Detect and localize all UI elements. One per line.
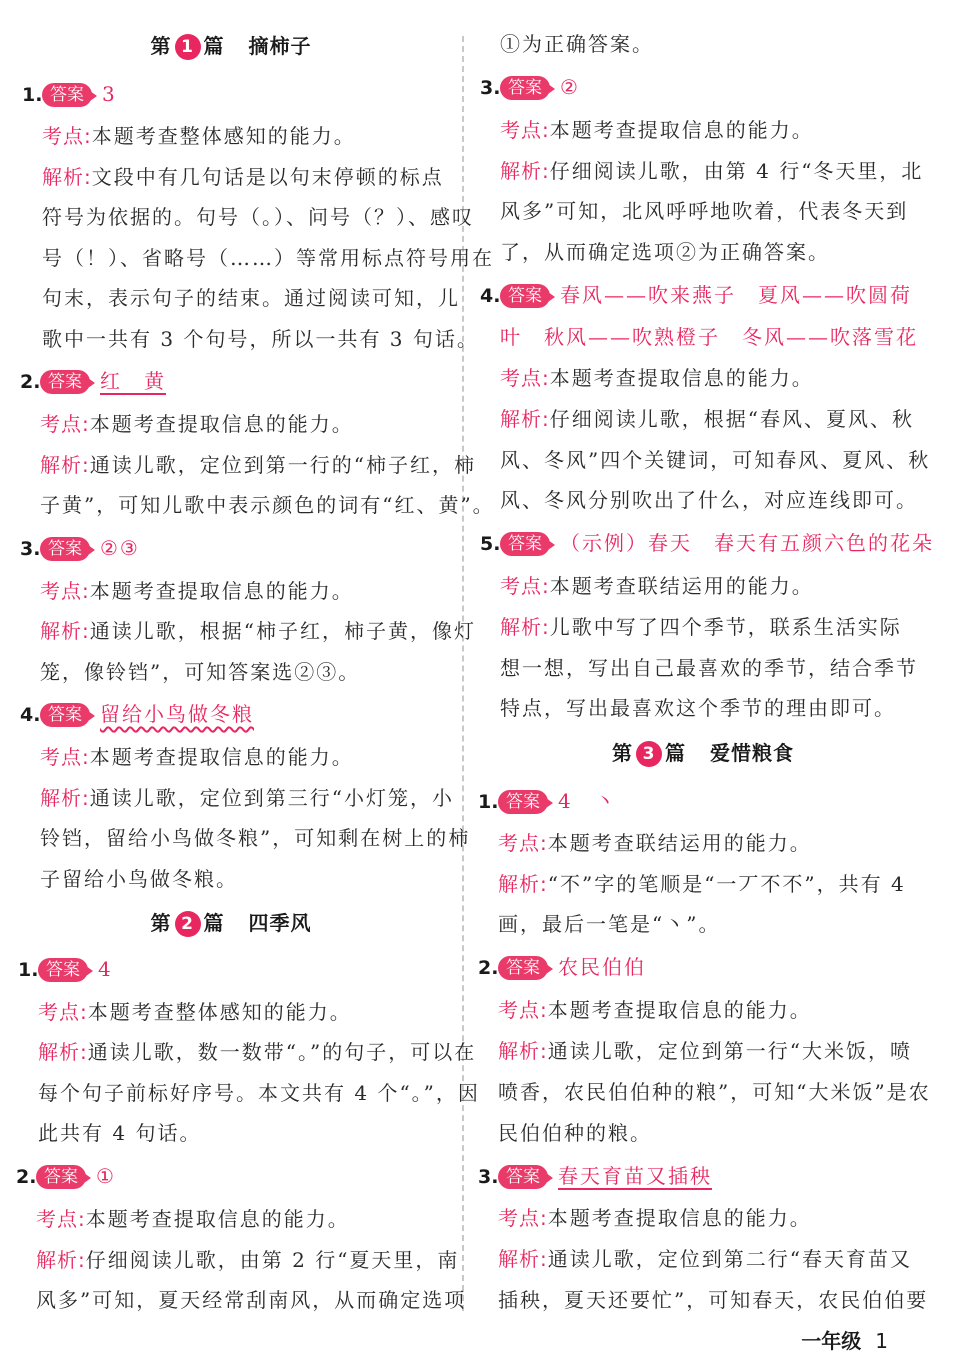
grade-label: 一年级 bbox=[801, 1329, 862, 1353]
jiexi-line bbox=[480, 480, 962, 520]
kaodian-label: 考点 bbox=[40, 745, 82, 769]
jiexi-text: 通读儿歌，定位到第一行“大米饭，喷 bbox=[547, 1039, 912, 1063]
jiexi-line bbox=[20, 859, 502, 899]
kaodian-text: 本题考查提取信息的能力。 bbox=[549, 118, 814, 142]
answer-badge: 答案 bbox=[38, 958, 88, 982]
jiexi-line: 解析:通读儿歌，定位到第一行的“柿子红，柿 bbox=[40, 453, 476, 477]
answer-continuation bbox=[480, 317, 962, 357]
kaodian-line: 考点:本题考查整体感知的能力。 bbox=[38, 1000, 352, 1024]
kaodian-line: 考点:本题考查提取信息的能力。 bbox=[40, 412, 354, 436]
kaodian-line: 考点:本题考查提取信息的能力。 bbox=[500, 366, 814, 390]
jiexi-text: 每个句子前标好序号。本文共有 4 个“。”，因 bbox=[38, 1081, 480, 1105]
kaodian-text: 本题考查提取信息的能力。 bbox=[89, 579, 354, 603]
kaodian-label: 考点 bbox=[40, 412, 82, 436]
answer-badge: 答案 bbox=[500, 532, 550, 556]
jiexi-label: 解析 bbox=[36, 1248, 78, 1272]
question-5-answer bbox=[480, 523, 950, 563]
jiexi-line: 解析:仔细阅读儿歌，由第 4 行“冬天里，北 bbox=[500, 159, 924, 183]
answer-text: ②③ bbox=[100, 536, 140, 560]
kaodian-line: 考点:本题考查整体感知的能力。 bbox=[42, 124, 356, 148]
answer-badge: 答案 bbox=[40, 537, 90, 561]
jiexi-text: 插秧，夏天还要忙”，可知春天，农民伯伯要 bbox=[498, 1288, 929, 1312]
section-title-3 bbox=[468, 733, 938, 773]
section-prefix: 第 bbox=[150, 34, 172, 58]
answer-badge: 答案 bbox=[498, 956, 548, 980]
jiexi-text: 句末，表示句子的结束。通过阅读可知，儿 bbox=[42, 286, 460, 310]
jiexi-text: 歌中一共有 3 个句号，所以一共有 3 句话。 bbox=[42, 327, 479, 351]
answer-text: （示例）春天 春天有五颜六色的花朵 bbox=[560, 531, 934, 555]
jiexi-text: 笼，像铃铛”，可知答案选②③。 bbox=[40, 660, 361, 684]
jiexi-label: 解析 bbox=[38, 1040, 80, 1064]
question-number: 1. bbox=[22, 84, 43, 106]
jiexi-line bbox=[480, 648, 962, 688]
answer-text: 红 黄 bbox=[100, 369, 166, 393]
jiexi-line bbox=[480, 24, 962, 64]
section-number-badge: 2 bbox=[175, 911, 201, 937]
kaodian-text: 本题考查整体感知的能力。 bbox=[87, 1000, 352, 1024]
jiexi-text: 号（！）、省略号（……）等常用标点符号用在 bbox=[42, 246, 494, 270]
section-suffix: 篇 bbox=[203, 911, 225, 935]
jiexi-label: 解析 bbox=[500, 159, 542, 183]
jiexi-line bbox=[18, 1073, 500, 1113]
jiexi-text: “不”字的笔顺是“一丆不不”，共有 4 bbox=[547, 872, 906, 896]
jiexi-text: 仔细阅读儿歌，由第 4 行“冬天里，北 bbox=[549, 159, 924, 183]
jiexi-text: 儿歌中写了四个季节，联系生活实际 bbox=[549, 615, 902, 639]
kaodian-line: 考点:本题考查提取信息的能力。 bbox=[36, 1207, 350, 1231]
jiexi-text: 通读儿歌，定位到第一行的“柿子红，柿 bbox=[89, 453, 476, 477]
kaodian-line: 考点:本题考查联结运用的能力。 bbox=[498, 831, 812, 855]
jiexi-text: 喷香，农民伯伯种的粮”，可知“大米饭”是农 bbox=[498, 1080, 931, 1104]
section-prefix: 第 bbox=[150, 911, 172, 935]
question-number: 2. bbox=[16, 1166, 37, 1188]
question-4-answer bbox=[20, 694, 482, 734]
question-2-answer bbox=[478, 947, 948, 987]
section-suffix: 篇 bbox=[203, 34, 225, 58]
question-number: 3. bbox=[20, 538, 41, 560]
question-number: 2. bbox=[478, 957, 499, 979]
jiexi-line: 解析:儿歌中写了四个季节，联系生活实际 bbox=[500, 615, 902, 639]
jiexi-line bbox=[480, 688, 962, 728]
kaodian-text: 本题考查提取信息的能力。 bbox=[547, 1206, 812, 1230]
kaodian-line: 考点:本题考查提取信息的能力。 bbox=[500, 118, 814, 142]
jiexi-text: 通读儿歌，定位到第二行“春天育苗又 bbox=[547, 1247, 912, 1271]
kaodian-text: 本题考查提取信息的能力。 bbox=[89, 745, 354, 769]
answer-badge: 答案 bbox=[36, 1165, 86, 1189]
jiexi-text: 风、冬风分别吹出了什么，对应连线即可。 bbox=[500, 488, 918, 512]
jiexi-line: 解析:仔细阅读儿歌，根据“春风、夏风、秋 bbox=[500, 407, 914, 431]
answer-badge: 答案 bbox=[40, 703, 90, 727]
page-number: 1 bbox=[875, 1329, 888, 1353]
answer-text: 春天育苗又插秧 bbox=[558, 1164, 712, 1188]
kaodian-text: 本题考查提取信息的能力。 bbox=[85, 1207, 350, 1231]
answer-badge: 答案 bbox=[42, 83, 92, 107]
jiexi-text: 特点，写出最喜欢这个季节的理由即可。 bbox=[500, 696, 896, 720]
question-4-answer bbox=[480, 275, 950, 315]
jiexi-text: 符号为依据的。句号（。）、问号（？）、感叹 bbox=[42, 205, 474, 229]
kaodian-line: 考点:本题考查提取信息的能力。 bbox=[498, 1206, 812, 1230]
jiexi-text: 仔细阅读儿歌，根据“春风、夏风、秋 bbox=[549, 407, 914, 431]
answer-badge: 答案 bbox=[500, 284, 550, 308]
kaodian-label: 考点 bbox=[498, 998, 540, 1022]
question-1-answer bbox=[22, 74, 484, 114]
jiexi-text: ①为正确答案。 bbox=[500, 32, 654, 56]
jiexi-text: 民伯伯种的粮。 bbox=[498, 1121, 652, 1145]
jiexi-text: 了，从而确定选项②为正确答案。 bbox=[500, 240, 830, 264]
kaodian-label: 考点 bbox=[500, 118, 542, 142]
answer-text: 3 bbox=[102, 82, 117, 106]
section-name: 摘柿子 bbox=[248, 34, 312, 58]
kaodian-line: 考点:本题考查联结运用的能力。 bbox=[500, 574, 814, 598]
kaodian-label: 考点 bbox=[498, 831, 540, 855]
jiexi-line bbox=[18, 1113, 500, 1153]
jiexi-text: 通读儿歌，根据“柿子红，柿子黄，像灯 bbox=[89, 619, 476, 643]
kaodian-label: 考点 bbox=[500, 366, 542, 390]
jiexi-text: 子黄”，可知儿歌中表示颜色的词有“红、黄”。 bbox=[40, 493, 495, 517]
question-number: 1. bbox=[478, 791, 499, 813]
jiexi-line bbox=[480, 440, 962, 480]
answer-text: 叶 秋风——吹熟橙子 冬风——吹落雪花 bbox=[500, 325, 918, 349]
jiexi-label: 解析 bbox=[40, 619, 82, 643]
jiexi-line: 解析:“不”字的笔顺是“一丆不不”，共有 4 bbox=[498, 872, 906, 896]
question-number: 4. bbox=[480, 285, 501, 307]
kaodian-line: 考点:本题考查提取信息的能力。 bbox=[40, 745, 354, 769]
jiexi-text: 通读儿歌，定位到第三行“小灯笼，小 bbox=[89, 786, 454, 810]
jiexi-label: 解析 bbox=[500, 407, 542, 431]
jiexi-text: 风多”可知，北风呼呼地吹着，代表冬天到 bbox=[500, 199, 909, 223]
kaodian-label: 考点 bbox=[40, 579, 82, 603]
kaodian-label: 考点 bbox=[36, 1207, 78, 1231]
jiexi-text: 铃铛，留给小鸟做冬粮”，可知剩在树上的柿 bbox=[40, 826, 471, 850]
kaodian-line: 考点:本题考查提取信息的能力。 bbox=[498, 998, 812, 1022]
jiexi-line bbox=[478, 1280, 962, 1320]
question-number: 3. bbox=[480, 77, 501, 99]
jiexi-text: 风多”可知，夏天经常刮南风，从而确定选项 bbox=[36, 1288, 467, 1312]
jiexi-line: 解析:通读儿歌，定位到第一行“大米饭，喷 bbox=[498, 1039, 912, 1063]
kaodian-label: 考点 bbox=[498, 1206, 540, 1230]
jiexi-line bbox=[480, 232, 962, 272]
answer-text: 4 丶 bbox=[558, 789, 617, 813]
jiexi-text: 文段中有几句话是以句末停顿的标点 bbox=[91, 165, 444, 189]
jiexi-label: 解析 bbox=[500, 615, 542, 639]
jiexi-line: 解析:仔细阅读儿歌，由第 2 行“夏天里，南 bbox=[36, 1248, 460, 1272]
answer-text: ① bbox=[96, 1164, 116, 1188]
kaodian-label: 考点 bbox=[42, 124, 84, 148]
section-name: 爱惜粮食 bbox=[710, 741, 794, 765]
kaodian-label: 考点 bbox=[500, 574, 542, 598]
question-1-answer bbox=[478, 781, 948, 821]
section-name: 四季风 bbox=[248, 911, 312, 935]
answer-text: 4 bbox=[98, 957, 113, 981]
question-3-answer bbox=[478, 1156, 948, 1196]
answer-text: 农民伯伯 bbox=[558, 955, 646, 979]
question-2-answer bbox=[16, 1156, 478, 1196]
jiexi-label: 解析 bbox=[498, 1247, 540, 1271]
section-number-badge: 1 bbox=[175, 34, 201, 60]
jiexi-text: 子留给小鸟做冬粮。 bbox=[40, 867, 238, 891]
kaodian-text: 本题考查联结运用的能力。 bbox=[547, 831, 812, 855]
section-title-1 bbox=[0, 26, 462, 66]
section-suffix: 篇 bbox=[665, 741, 686, 765]
answer-badge: 答案 bbox=[40, 370, 90, 394]
question-1-answer bbox=[18, 949, 480, 989]
jiexi-line bbox=[16, 1280, 498, 1320]
jiexi-label: 解析 bbox=[40, 786, 82, 810]
question-number: 5. bbox=[480, 533, 501, 555]
jiexi-text: 风、冬风”四个关键词，可知春风、夏风、秋 bbox=[500, 448, 931, 472]
jiexi-line: 解析:通读儿歌，定位到第二行“春天育苗又 bbox=[498, 1247, 912, 1271]
jiexi-line bbox=[20, 818, 502, 858]
jiexi-line: 解析:通读儿歌，数一数带“。”的句子，可以在 bbox=[38, 1040, 477, 1064]
jiexi-line: 解析:文段中有几句话是以句末停顿的标点 bbox=[42, 165, 444, 189]
jiexi-line bbox=[478, 1072, 962, 1112]
jiexi-line bbox=[480, 191, 962, 231]
jiexi-line bbox=[22, 238, 504, 278]
jiexi-line bbox=[478, 904, 962, 944]
jiexi-line bbox=[20, 652, 502, 692]
jiexi-label: 解析 bbox=[498, 1039, 540, 1063]
answer-badge: 答案 bbox=[498, 1165, 548, 1189]
jiexi-line: 解析:通读儿歌，定位到第三行“小灯笼，小 bbox=[40, 786, 454, 810]
question-number: 1. bbox=[18, 959, 39, 981]
kaodian-text: 本题考查联结运用的能力。 bbox=[549, 574, 814, 598]
jiexi-line bbox=[22, 197, 504, 237]
kaodian-line: 考点:本题考查提取信息的能力。 bbox=[40, 579, 354, 603]
jiexi-label: 解析 bbox=[40, 453, 82, 477]
jiexi-line: 解析:通读儿歌，根据“柿子红，柿子黄，像灯 bbox=[40, 619, 476, 643]
jiexi-line bbox=[22, 278, 504, 318]
section-title-2 bbox=[0, 903, 462, 943]
kaodian-text: 本题考查提取信息的能力。 bbox=[547, 998, 812, 1022]
section-prefix: 第 bbox=[612, 741, 633, 765]
answer-text: 春风——吹来燕子 夏风——吹圆荷 bbox=[560, 283, 912, 307]
question-2-answer bbox=[20, 361, 482, 401]
jiexi-line bbox=[478, 1113, 962, 1153]
jiexi-label: 解析 bbox=[42, 165, 84, 189]
jiexi-label: 解析 bbox=[498, 872, 540, 896]
jiexi-text: 此共有 4 句话。 bbox=[38, 1121, 202, 1145]
jiexi-text: 画，最后一笔是“丶”。 bbox=[498, 912, 721, 936]
question-number: 3. bbox=[478, 1166, 499, 1188]
jiexi-text: 想一想，写出自己最喜欢的季节，结合季节 bbox=[500, 656, 918, 680]
kaodian-text: 本题考查整体感知的能力。 bbox=[91, 124, 356, 148]
section-number-badge: 3 bbox=[636, 741, 662, 767]
jiexi-text: 通读儿歌，数一数带“。”的句子，可以在 bbox=[87, 1040, 477, 1064]
answer-text: 留给小鸟做冬粮 bbox=[100, 702, 254, 726]
question-3-answer bbox=[480, 67, 950, 107]
answer-text: ② bbox=[560, 75, 580, 99]
answer-badge: 答案 bbox=[498, 790, 548, 814]
answer-badge: 答案 bbox=[500, 76, 550, 100]
kaodian-text: 本题考查提取信息的能力。 bbox=[89, 412, 354, 436]
jiexi-line bbox=[20, 485, 502, 525]
kaodian-label: 考点 bbox=[38, 1000, 80, 1024]
kaodian-text: 本题考查提取信息的能力。 bbox=[549, 366, 814, 390]
jiexi-text: 仔细阅读儿歌，由第 2 行“夏天里，南 bbox=[85, 1248, 460, 1272]
question-3-answer bbox=[20, 528, 482, 568]
jiexi-line bbox=[22, 319, 504, 359]
question-number: 2. bbox=[20, 371, 41, 393]
question-number: 4. bbox=[20, 704, 41, 726]
page-footer bbox=[801, 1326, 888, 1356]
